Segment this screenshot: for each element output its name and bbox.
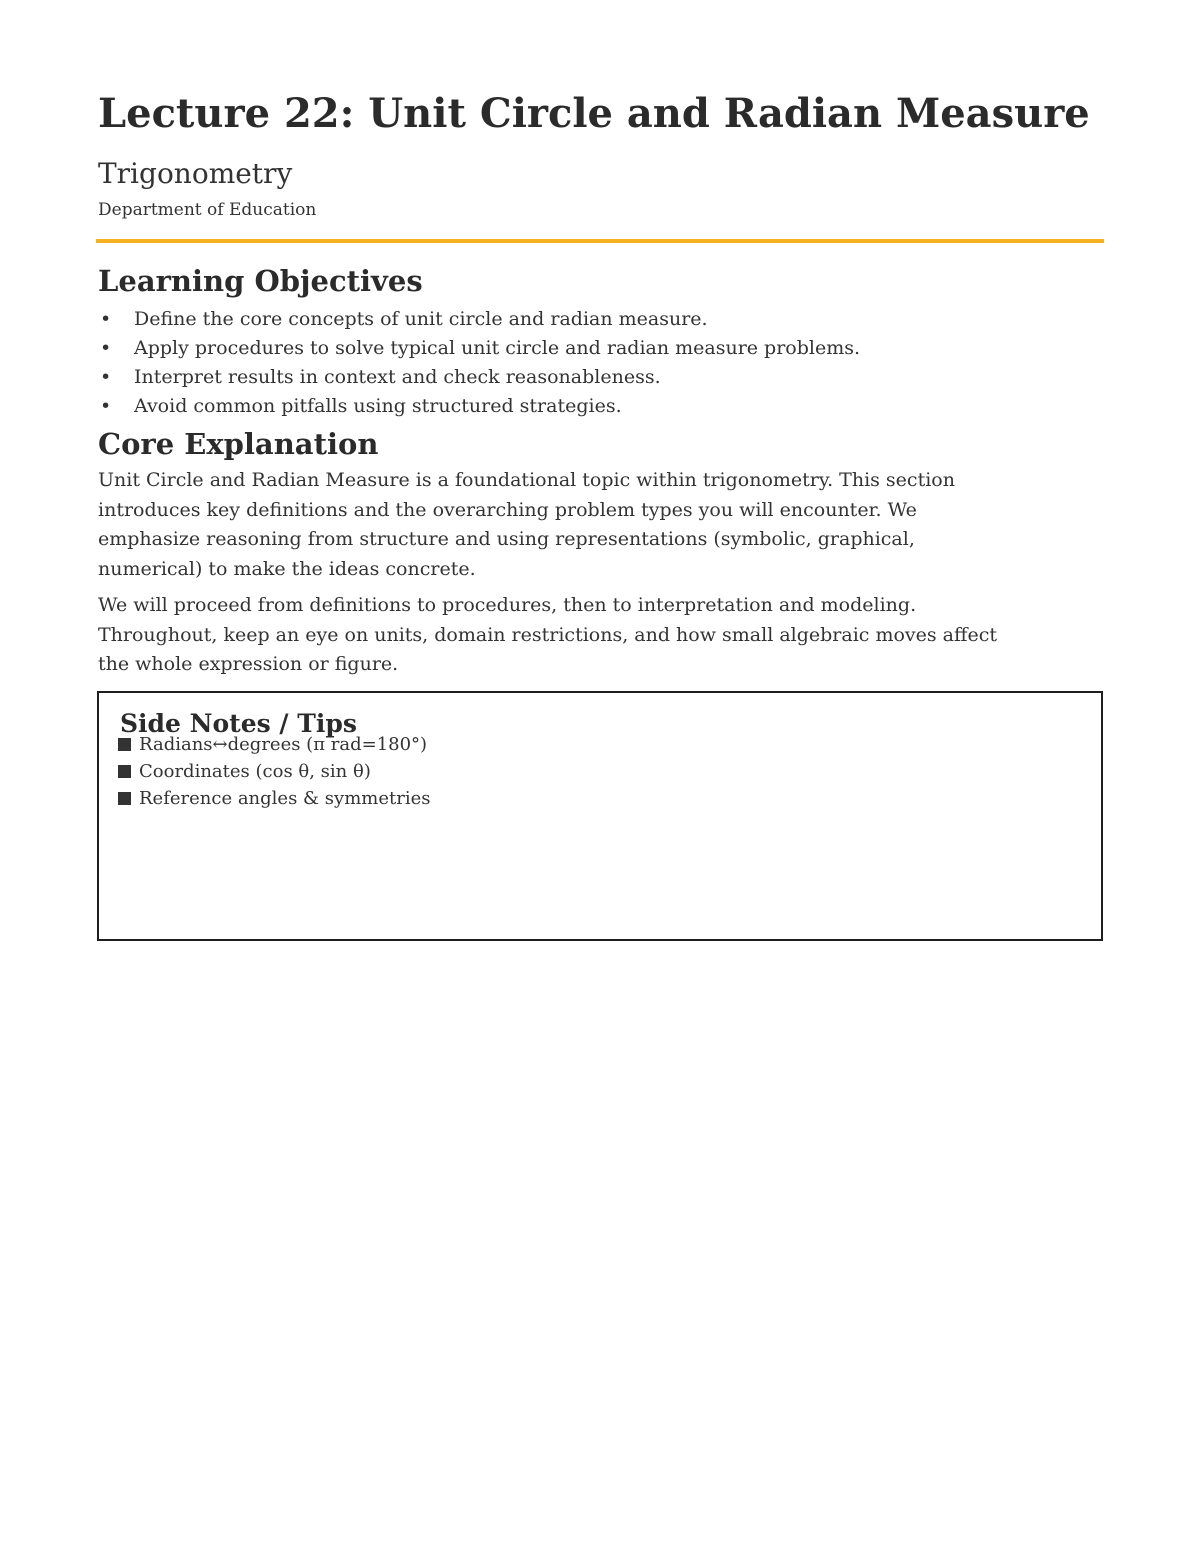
header-divider bbox=[96, 239, 1104, 243]
objective-text: Avoid common pitfalls using structured strategies. bbox=[134, 395, 622, 417]
learning-objectives-list bbox=[98, 305, 1118, 421]
core-paragraph-1 bbox=[98, 466, 1128, 584]
side-notes-list bbox=[118, 731, 430, 812]
side-notes-title: Side Notes / Tips bbox=[120, 709, 357, 738]
bullet-icon: • bbox=[100, 366, 112, 388]
core-paragraph-2 bbox=[98, 591, 1128, 680]
paragraph-line: introduces key definitions and the overarching problem types you will encounter. We bbox=[98, 498, 917, 521]
side-notes-box bbox=[97, 691, 1103, 941]
objective-text: Define the core concepts of unit circle and radian measure. bbox=[134, 308, 708, 330]
objective-text: Interpret results in context and check reasonableness. bbox=[134, 366, 661, 388]
paragraph-line: emphasize reasoning from structure and using representations (symbolic, graphical, bbox=[98, 528, 915, 550]
document-subject: Trigonometry bbox=[98, 157, 293, 190]
paragraph-line: We will proceed from definitions to procedures, then to interpretation and modeling. bbox=[98, 594, 917, 616]
side-note-item bbox=[118, 785, 430, 812]
side-note-text: Radians↔degrees (π rad=180°) bbox=[139, 734, 428, 755]
bullet-icon: • bbox=[100, 308, 112, 330]
square-bullet-icon bbox=[118, 738, 131, 751]
paragraph-line: the whole expression or figure. bbox=[98, 653, 399, 675]
paragraph-line: Throughout, keep an eye on units, domain restrictions, and how small algebraic moves affect bbox=[98, 623, 998, 646]
document-title: Lecture 22: Unit Circle and Radian Measure bbox=[98, 90, 1090, 137]
objective-item bbox=[98, 305, 1118, 334]
side-note-item bbox=[118, 731, 430, 758]
paragraph-line: Unit Circle and Radian Measure is a foundational topic within trigonometry. This section bbox=[98, 469, 955, 491]
paragraph-line: numerical) to make the ideas concrete. bbox=[98, 557, 476, 580]
bullet-icon: • bbox=[100, 395, 112, 417]
side-note-text: Reference angles & symmetries bbox=[139, 788, 431, 809]
bullet-icon: • bbox=[100, 337, 112, 359]
page-header bbox=[98, 88, 1108, 220]
objective-item bbox=[98, 334, 1118, 363]
core-explanation-heading: Core Explanation bbox=[98, 427, 379, 461]
square-bullet-icon bbox=[118, 792, 131, 805]
objective-item bbox=[98, 363, 1118, 392]
document-department: Department of Education bbox=[98, 200, 317, 220]
side-note-text: Coordinates (cos θ, sin θ) bbox=[139, 761, 371, 782]
side-note-item bbox=[118, 758, 430, 785]
objective-text: Apply procedures to solve typical unit circle and radian measure problems. bbox=[134, 337, 861, 359]
objective-item bbox=[98, 392, 1118, 421]
square-bullet-icon bbox=[118, 765, 131, 778]
learning-objectives-heading: Learning Objectives bbox=[98, 264, 423, 298]
